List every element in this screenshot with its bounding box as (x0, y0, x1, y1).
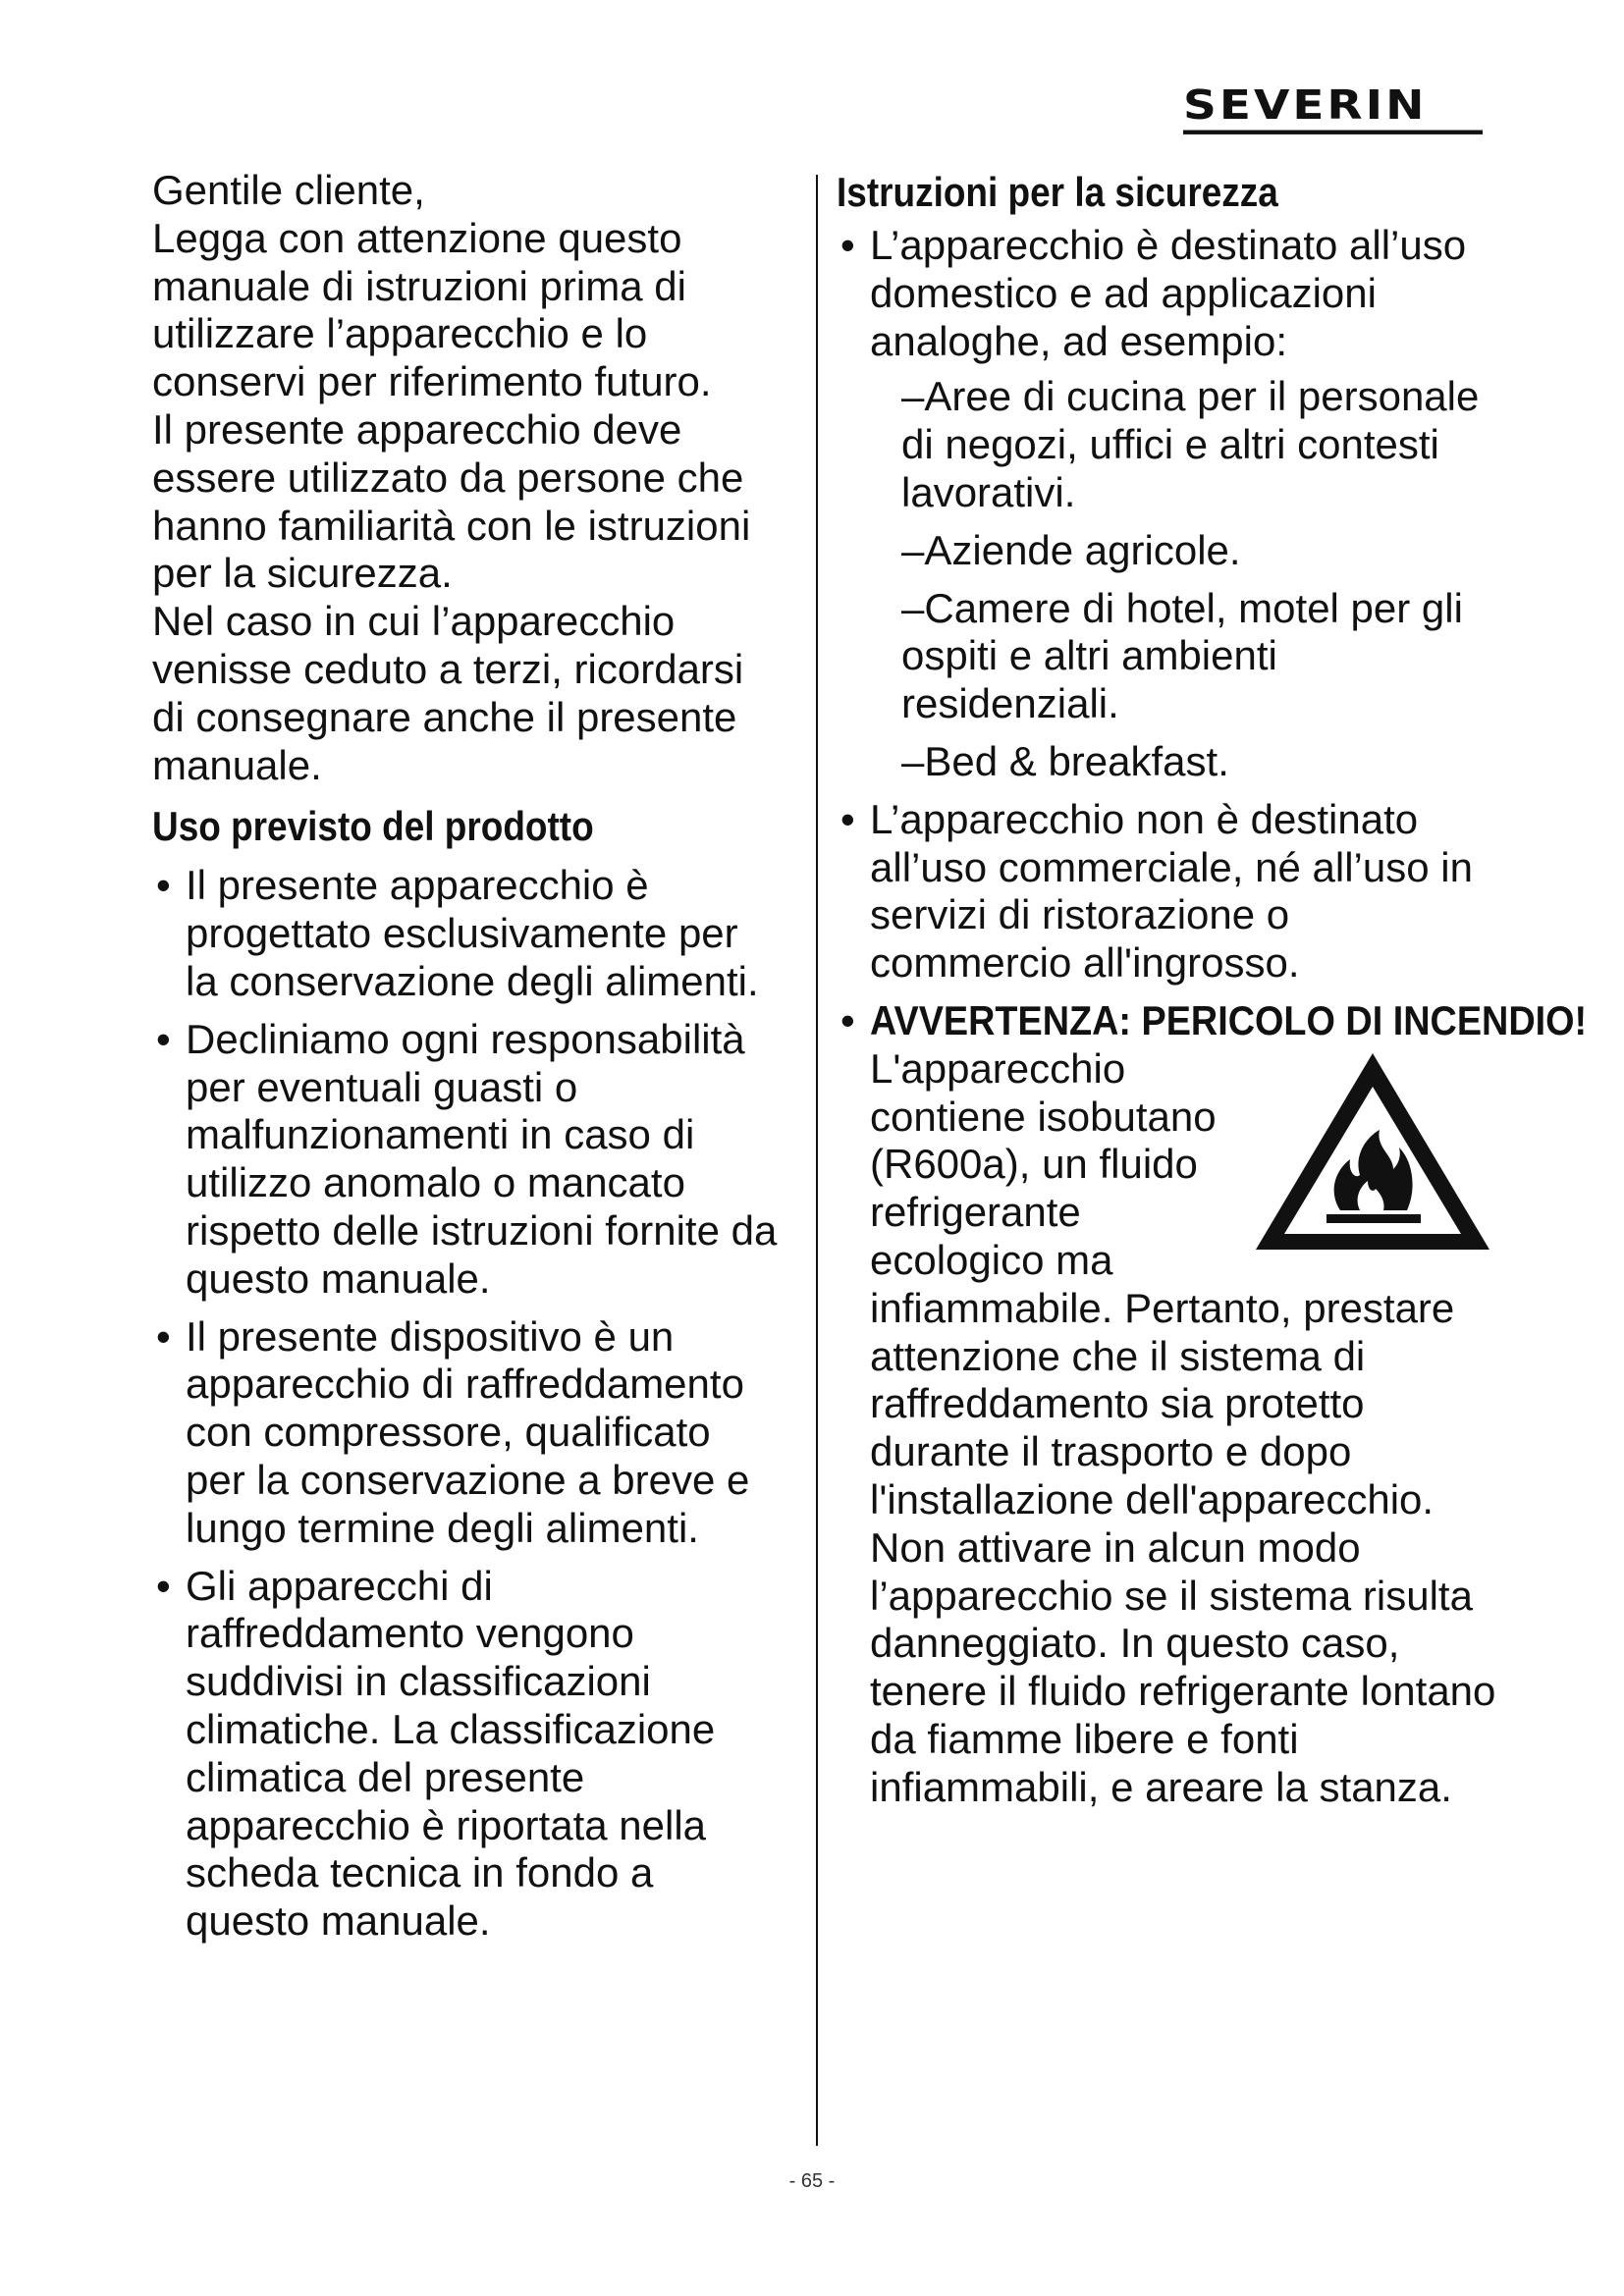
list-item-commercial-use: • L’apparecchio non è destinato all’uso commerciale, né all’uso in servizi di ristorazione o commercio all'ingrosso. (837, 796, 1499, 988)
column-divider (816, 175, 818, 2146)
intro-paragraph-third-party: Nel caso in cui l’apparecchio venisse ceduto a terzi, ricordarsi di consegnare anche il presente manuale. (152, 598, 744, 788)
flammable-warning-triangle-icon (1250, 1045, 1495, 1256)
example-item (901, 527, 1499, 575)
page-number: - 65 - (788, 2170, 836, 2192)
domestic-use-text: L’apparecchio è destinato all’uso domestico e ad applicazioni analoghe, ad esempio: (870, 222, 1467, 364)
safety-instructions-heading: Istruzioni per la sicurezza (837, 169, 1278, 215)
example-item (901, 738, 1499, 786)
example-item (901, 373, 1499, 516)
left-column (152, 167, 781, 1955)
fire-warning-body: L'apparecchio contiene isobutano (R600a), un fluido refrigerante ecologico ma infiammabile. Pertanto, prestare attenzione che il sistema di raffreddamento sia protetto durante il trasporto e dopo l'installazione dell'apparecchio. Non attivare in alcun modo l’apparecchio se il sistema risulta danneggiato. In questo caso, tenere il fluido refrigerante lontano da fiamme libere e fonti infiammabili, e areare la stanza. (870, 1044, 1496, 1810)
example-text: Bed & breakfast. (924, 737, 1229, 784)
intended-use-list (152, 862, 781, 1946)
example-text: Aree di cucina per il personale di negozi, uffici e altri contesti lavorativi. (901, 373, 1480, 515)
dash-mark: – (901, 373, 925, 420)
fire-warning-title: • AVVERTENZA: PERICOLO DI INCENDIO! (870, 996, 1588, 1043)
intro-paragraph-users: Il presente apparecchio deve essere utilizzato da persone che hanno familiarità con le istruzioni per la sicurezza. (152, 405, 751, 597)
dash-mark: – (901, 737, 925, 784)
list-item: • Il presente apparecchio è progettato esclusivamente per la conservazione degli alimenti. (152, 862, 781, 1005)
greeting: Gentile cliente, (152, 167, 425, 213)
example-text: Camere di hotel, motel per gli ospiti e altri ambienti residenziali. (901, 584, 1463, 727)
example-text: Aziende agricole. (924, 526, 1241, 573)
examples-list (901, 373, 1499, 785)
list-item-fire-warning (837, 996, 1588, 1812)
example-item (901, 585, 1499, 728)
list-item-domestic-use (837, 222, 1499, 786)
list-item: • Gli apparecchi di raffreddamento vengono suddivisi in classificazioni climatiche. La classificazione climatica del presente apparecchio è riportata nella scheda tecnica in fondo a questo manuale. (152, 1563, 781, 1946)
intended-use-heading: Uso previsto del prodotto (152, 803, 594, 850)
dash-mark: – (901, 526, 925, 573)
right-column (837, 167, 1588, 1822)
list-item: • Il presente dispositivo è un apparecchio di raffreddamento con compressore, qualificato per la conservazione a breve e lungo termine degli alimenti. (152, 1313, 781, 1553)
brand-logo: SEVERIN (1183, 83, 1483, 134)
dash-mark: – (901, 584, 925, 631)
intro-paragraph-read-manual: Legga con attenzione questo manuale di istruzioni prima di utilizzare l’apparecchio e lo conservi per riferimento futuro. (152, 214, 712, 405)
safety-list (837, 222, 1588, 1812)
list-item: • Decliniamo ogni responsabilità per eventuali guasti o malfunzionamenti in caso di utilizzo anomalo o mancato rispetto delle istruzioni fornite da questo manuale. (152, 1016, 781, 1304)
